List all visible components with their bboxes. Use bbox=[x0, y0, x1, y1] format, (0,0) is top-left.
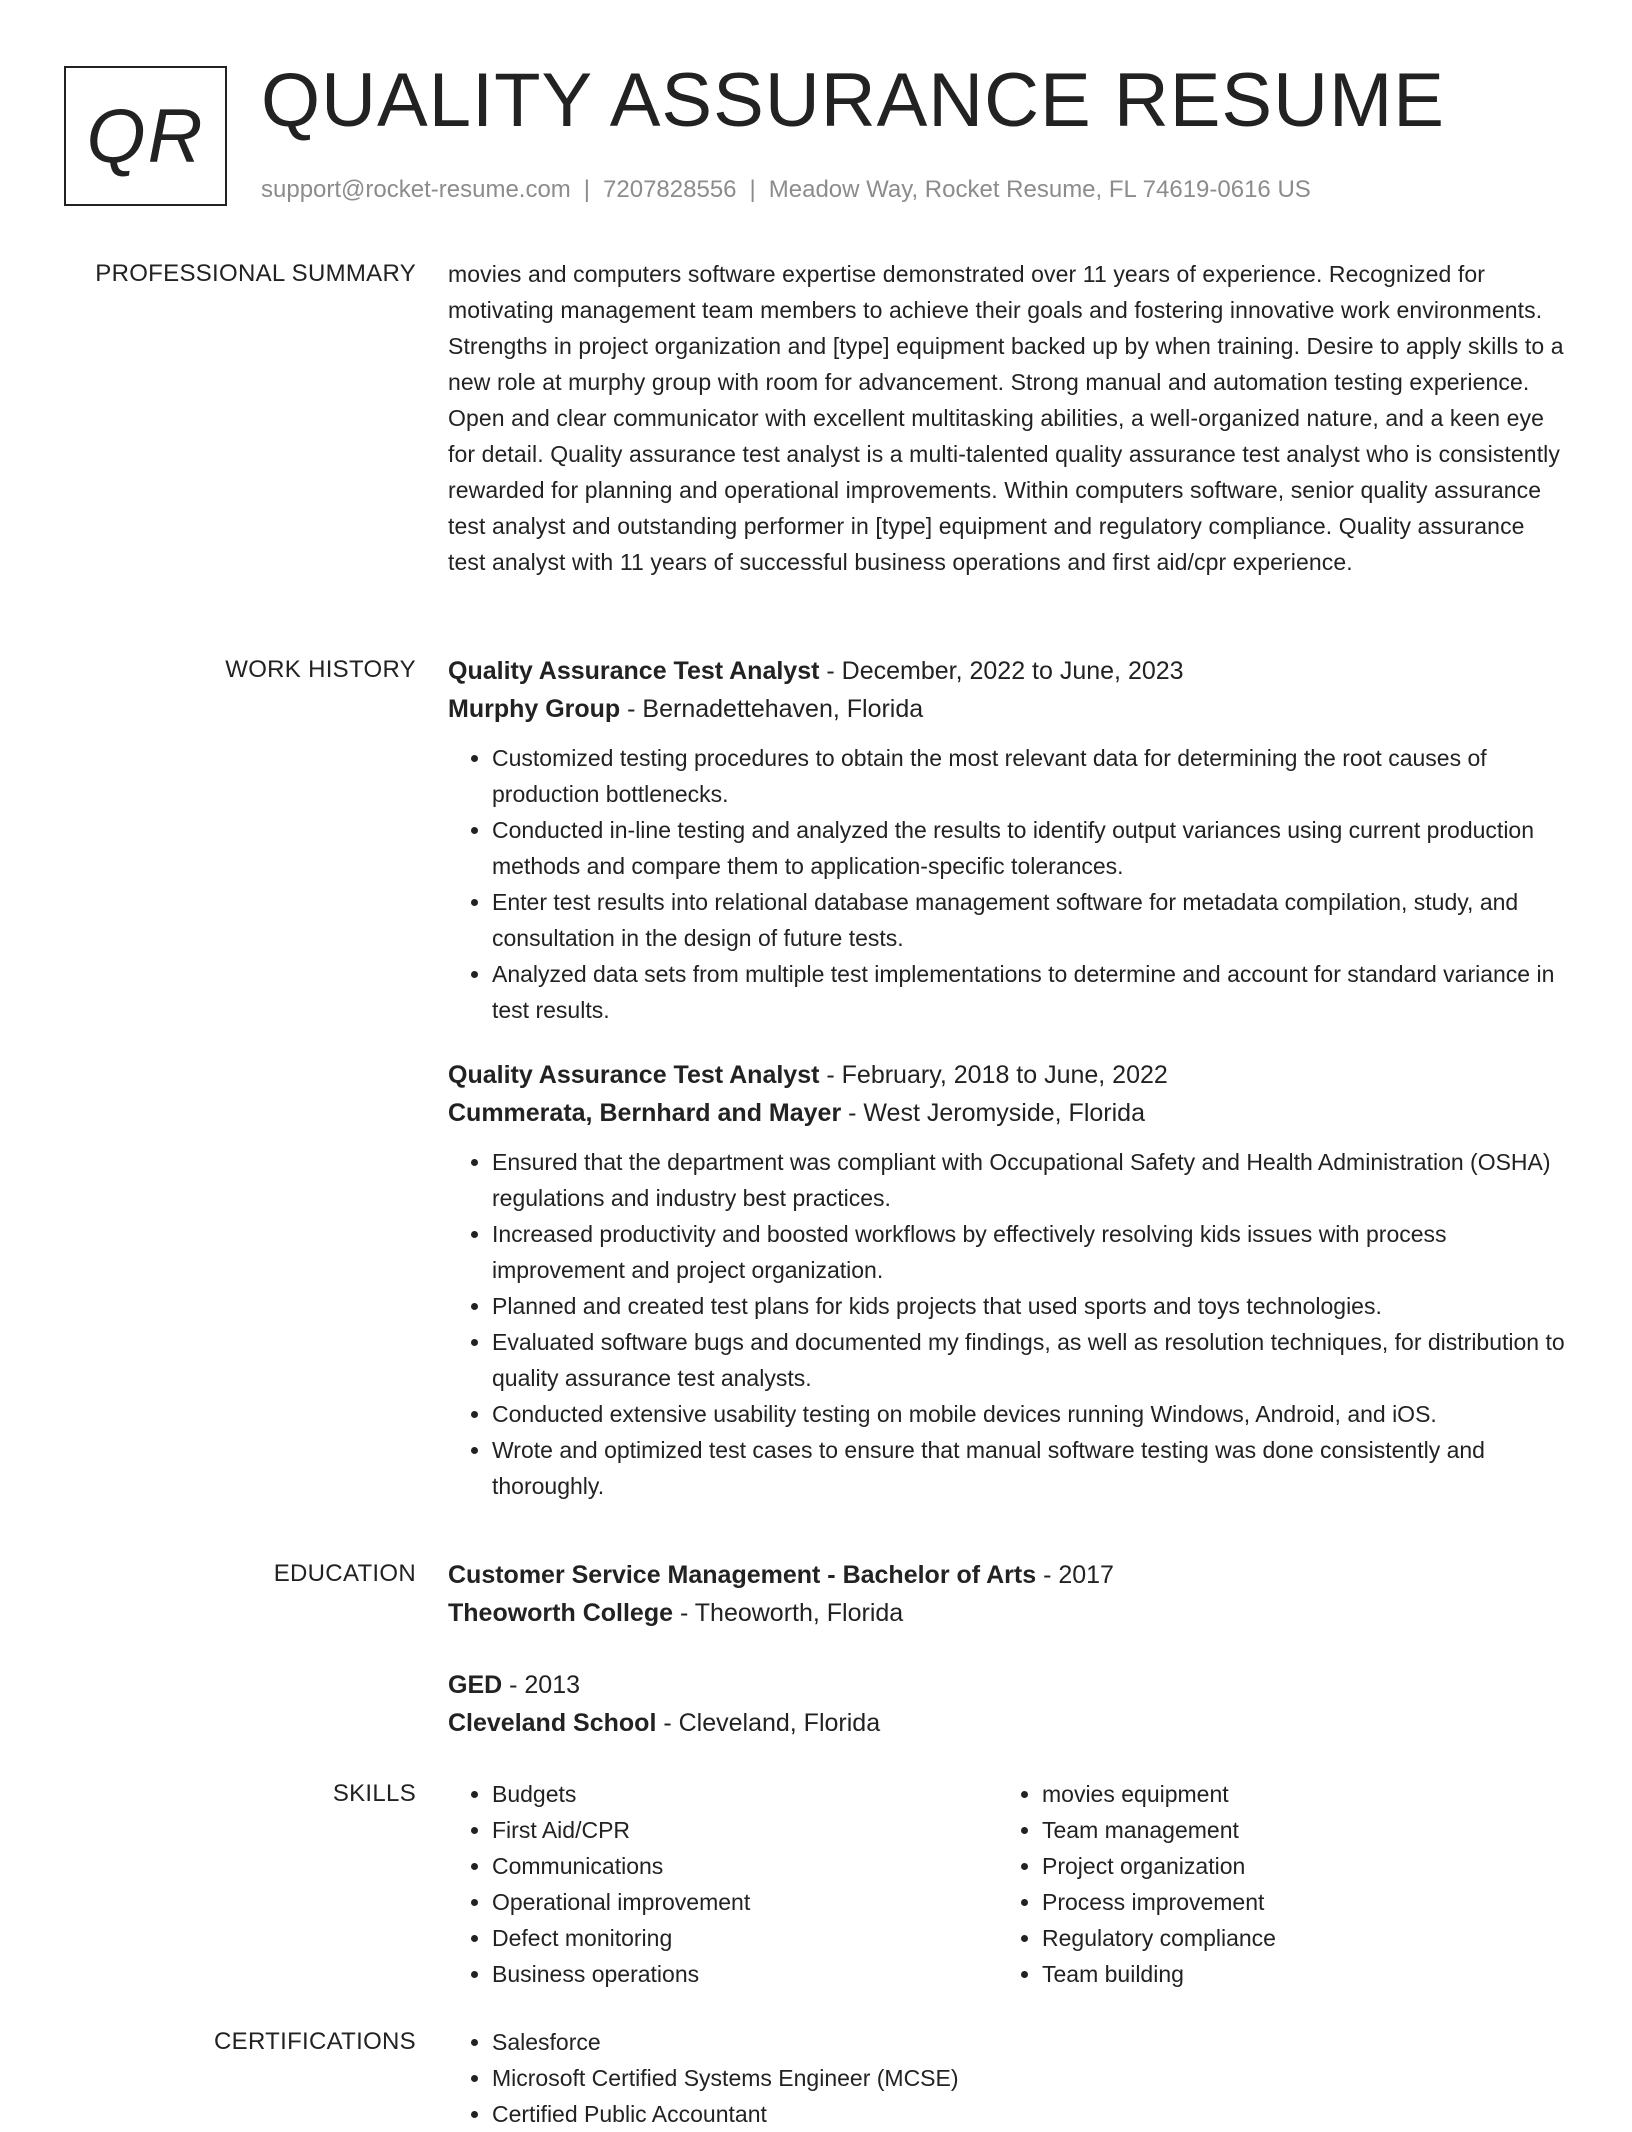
job-company-line bbox=[448, 1094, 1568, 1132]
contact-address: Meadow Way, Rocket Resume, FL 74619-0616 US bbox=[768, 176, 1311, 203]
section-label-work-history: WORK HISTORY bbox=[225, 656, 416, 683]
skill-item: • Project organization bbox=[1042, 1848, 1562, 1884]
skill-item: • Team building bbox=[1042, 1956, 1562, 1992]
section-label-education: EDUCATION bbox=[273, 1560, 416, 1587]
contact-separator: | bbox=[749, 176, 756, 203]
skill-item: • Regulatory compliance bbox=[1042, 1920, 1562, 1956]
education-school-line bbox=[448, 1594, 1568, 1632]
education-location: - Theoworth, Florida bbox=[673, 1599, 904, 1627]
education-location: - Cleveland, Florida bbox=[656, 1709, 881, 1737]
job-bullet: • Evaluated software bugs and documented my findings, as well as resolution techniques, for distribution to quality assurance test analysts. bbox=[492, 1324, 1568, 1396]
job-title: Quality Assurance Test Analyst bbox=[448, 657, 820, 685]
education-school-line bbox=[448, 1704, 1568, 1742]
job-company-line bbox=[448, 690, 1568, 728]
skill-item: • Process improvement bbox=[1042, 1884, 1562, 1920]
job-bullet: • Ensured that the department was compliant with Occupational Safety and Health Administration (OSHA) regulations and industry best practices. bbox=[492, 1144, 1568, 1216]
education-year: - 2013 bbox=[502, 1671, 581, 1699]
contact-separator: | bbox=[583, 176, 591, 203]
job-title-line bbox=[448, 652, 1568, 690]
summary-body bbox=[448, 256, 1568, 580]
education-year: - 2017 bbox=[1036, 1561, 1114, 1589]
skills-column-left bbox=[448, 1776, 998, 1992]
skill-item: • Business operations bbox=[492, 1956, 998, 1992]
contact-email: support@rocket-resume.com bbox=[261, 176, 571, 203]
section-label-summary: PROFESSIONAL SUMMARY bbox=[95, 260, 416, 287]
job-bullet: • Planned and created test plans for kids projects that used sports and toys technologies. bbox=[492, 1288, 1568, 1324]
contact-line bbox=[261, 174, 1311, 206]
skill-item: • Communications bbox=[492, 1848, 998, 1884]
summary-text: movies and computers software expertise demonstrated over 11 years of experience. Recognized for motivating management team members to achieve their goals and fostering innovative work environments. Strengths in project organization and [type] equipment backed up by when training. Desire to apply skills to a new role at murphy group with room for advancement. Strong manual and automation testing experience. Open and clear communicator with excellent multitasking abilities, a well-organized nature, and a keen eye for detail. Quality assurance test analyst is a multi-talented quality assurance test analyst who is consistently rewarded for planning and operational improvements. Within computers software, senior quality assurance test analyst and outstanding performer in [type] equipment and regulatory compliance. Quality assurance test analyst with 11 years of successful business operations and first aid/cpr experience. bbox=[448, 261, 1564, 575]
certifications-list bbox=[448, 2024, 1568, 2132]
job-dates: - February, 2018 to June, 2022 bbox=[819, 1061, 1168, 1089]
work-history-body bbox=[448, 652, 1568, 1504]
job-location: - Bernadettehaven, Florida bbox=[620, 695, 924, 723]
education-degree-line bbox=[448, 1556, 1568, 1594]
section-label-skills: SKILLS bbox=[332, 1780, 416, 1807]
job-location: - West Jeromyside, Florida bbox=[841, 1099, 1145, 1127]
skills-grid bbox=[448, 1776, 1568, 1992]
job-bullet: • Customized testing procedures to obtain the most relevant data for determining the root causes of production bottlenecks. bbox=[492, 740, 1568, 812]
job-title: Quality Assurance Test Analyst bbox=[448, 1061, 820, 1089]
skill-item: • Defect monitoring bbox=[492, 1920, 998, 1956]
job-company: Murphy Group bbox=[448, 695, 621, 723]
job-bullet: • Conducted in-line testing and analyzed the results to identify output variances using current production methods and compare them to application-specific tolerances. bbox=[492, 812, 1568, 884]
skill-item: • movies equipment bbox=[1042, 1776, 1562, 1812]
skills-column-right bbox=[998, 1776, 1562, 1992]
education-degree: Customer Service Management - Bachelor of Arts bbox=[448, 1561, 1037, 1589]
job-bullets bbox=[448, 1144, 1568, 1504]
certification-item: • Salesforce bbox=[492, 2024, 1568, 2060]
education-entry bbox=[448, 1556, 1568, 1632]
section-label-certifications: CERTIFICATIONS bbox=[214, 2028, 416, 2055]
job-company: Cummerata, Bernhard and Mayer bbox=[448, 1099, 842, 1127]
certification-item: • Microsoft Certified Systems Engineer (MCSE) bbox=[492, 2060, 1568, 2096]
skill-item: • First Aid/CPR bbox=[492, 1812, 998, 1848]
job-bullet: • Enter test results into relational database management software for metadata compilation, study, and consultation in the design of future tests. bbox=[492, 884, 1568, 956]
skill-item: • Budgets bbox=[492, 1776, 998, 1812]
contact-phone: 7207828556 bbox=[603, 176, 737, 203]
job-bullet: • Wrote and optimized test cases to ensure that manual software testing was done consistently and thoroughly. bbox=[492, 1432, 1568, 1504]
job-bullet: • Increased productivity and boosted workflows by effectively resolving kids issues with process improvement and project organization. bbox=[492, 1216, 1568, 1288]
education-degree: GED bbox=[448, 1671, 503, 1699]
skill-item: • Team management bbox=[1042, 1812, 1562, 1848]
job-entry bbox=[448, 652, 1568, 1028]
education-degree-line bbox=[448, 1666, 1568, 1704]
job-dates: - December, 2022 to June, 2023 bbox=[819, 657, 1184, 685]
education-school: Cleveland School bbox=[448, 1709, 657, 1737]
education-school: Theoworth College bbox=[448, 1599, 673, 1627]
job-title-line bbox=[448, 1056, 1568, 1094]
certification-item: • Certified Public Accountant bbox=[492, 2096, 1568, 2132]
education-entry bbox=[448, 1666, 1568, 1742]
monogram-logo: QR bbox=[64, 66, 227, 206]
education-body bbox=[448, 1556, 1568, 1742]
job-entry bbox=[448, 1056, 1568, 1504]
certifications-body bbox=[448, 2024, 1568, 2132]
job-bullet: • Conducted extensive usability testing on mobile devices running Windows, Android, and iOS. bbox=[492, 1396, 1568, 1432]
skill-item: • Operational improvement bbox=[492, 1884, 998, 1920]
job-bullet: • Analyzed data sets from multiple test implementations to determine and account for standard variance in test results. bbox=[492, 956, 1568, 1028]
skills-body bbox=[448, 1776, 1568, 1992]
job-bullets bbox=[448, 740, 1568, 1028]
resume-title: QUALITY ASSURANCE RESUME bbox=[261, 58, 1446, 143]
